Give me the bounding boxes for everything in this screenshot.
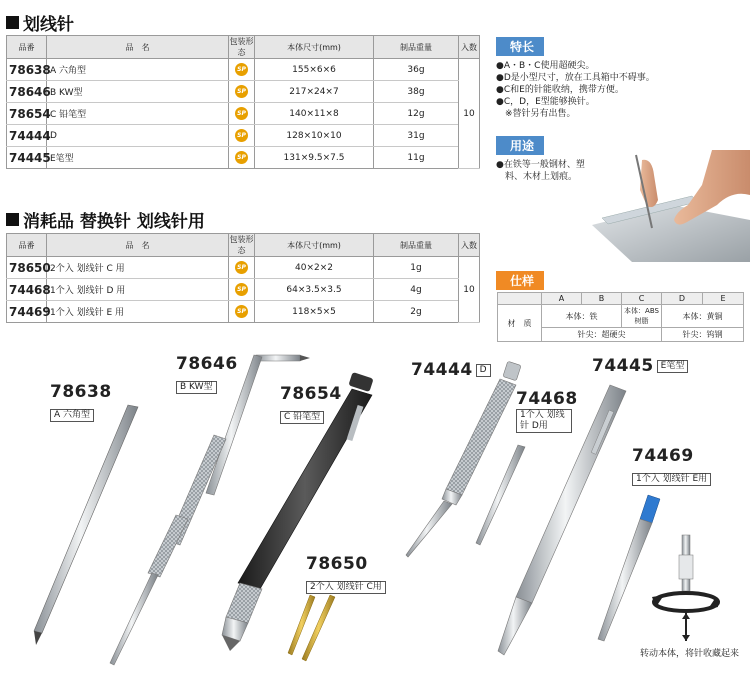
- sp-badge-icon: SP: [235, 63, 248, 76]
- list-item: ●C，D，E型能够换针。: [496, 97, 595, 107]
- product-name: 1个入 划线针 D 用: [47, 279, 229, 301]
- label-74444: 74444 D: [411, 360, 491, 380]
- table-row: [7, 125, 480, 147]
- section1-title: 划线针: [6, 10, 74, 35]
- product-weight: 38g: [374, 81, 459, 103]
- d-refill-needle-image: [476, 445, 525, 545]
- col-header: 制品重量: [374, 234, 459, 257]
- product-illustrations: [0, 345, 750, 690]
- product-size: 131×9.5×7.5: [255, 147, 374, 169]
- table-row: [7, 103, 480, 125]
- sp-badge-icon: SP: [235, 151, 248, 164]
- package-badge: [229, 147, 255, 169]
- features-list: [496, 60, 655, 120]
- label-74469: 74469 1个入 划线针 E用: [632, 446, 711, 486]
- e-refill-needle-image: [598, 495, 660, 641]
- rotate-diagram: [652, 535, 718, 641]
- material-body-de: 本体：黄铜: [662, 305, 744, 328]
- package-badge: [229, 257, 255, 279]
- d-scriber-image: [406, 361, 521, 557]
- material-row-label: 材 质: [498, 305, 542, 342]
- product-name: E笔型: [47, 147, 229, 169]
- list-item: ●在铁等一般钢材、塑: [496, 160, 585, 170]
- quantity: 10: [459, 59, 480, 169]
- label-78646: 78646 B KW型: [176, 354, 238, 392]
- package-badge: [229, 103, 255, 125]
- product-code: 74469: [7, 301, 47, 323]
- product-size: 155×6×6: [255, 59, 374, 81]
- product-weight: 12g: [374, 103, 459, 125]
- product-code: 78638: [7, 59, 47, 81]
- list-item: 料、木材上划痕。: [496, 172, 578, 182]
- product-weight: 11g: [374, 147, 459, 169]
- package-badge: [229, 125, 255, 147]
- label-74468: 74468 1个入 划线针 D用: [516, 389, 578, 431]
- product-code: 74444: [7, 125, 47, 147]
- material-col-d: D: [662, 293, 703, 305]
- material-body-ab: 本体：铁: [542, 305, 622, 328]
- usage-block: [496, 135, 585, 183]
- list-item: ●A・B・C使用超硬尖。: [496, 61, 595, 71]
- sp-badge-icon: SP: [235, 107, 248, 120]
- usage-tag: 用途: [496, 136, 544, 155]
- product-size: 128×10×10: [255, 125, 374, 147]
- product-weight: 4g: [374, 279, 459, 301]
- label-78650: 78650 2个入 划线针 C用: [306, 554, 386, 594]
- product-code: 74468: [7, 279, 47, 301]
- product-code: 78654: [7, 103, 47, 125]
- table-row: [7, 81, 480, 103]
- section2-title: 消耗品 替换针 划线针用: [6, 207, 205, 232]
- product-weight: 31g: [374, 125, 459, 147]
- sp-badge-icon: SP: [235, 261, 248, 274]
- rotate-caption: 转动本体，将针收藏起来: [640, 649, 740, 659]
- table-row: [7, 279, 480, 301]
- label-74445: 74445 E笔型: [592, 356, 688, 376]
- product-weight: 36g: [374, 59, 459, 81]
- package-badge: [229, 279, 255, 301]
- product-name: B KW型: [47, 81, 229, 103]
- product-code: 74445: [7, 147, 47, 169]
- list-item: ●C和E的针能收纳，携带方便。: [496, 85, 624, 95]
- material-tip-de: 针尖：钨钢: [662, 328, 744, 342]
- material-table: [497, 292, 744, 342]
- sp-badge-icon: SP: [235, 85, 248, 98]
- product-name: A 六角型: [47, 59, 229, 81]
- product-code: 78650: [7, 257, 47, 279]
- col-header: 包装形态: [229, 37, 254, 57]
- table-row: [7, 257, 480, 279]
- table-row: [7, 301, 480, 323]
- col-header: 本体尺寸(mm): [255, 36, 374, 59]
- material-col-b: B: [582, 293, 622, 305]
- col-header: 品番: [7, 36, 47, 59]
- square-bullet-icon: [6, 213, 19, 226]
- product-name: 2个入 划线针 C 用: [47, 257, 229, 279]
- col-header: 本体尺寸(mm): [255, 234, 374, 257]
- product-size: 64×3.5×3.5: [255, 279, 374, 301]
- package-badge: [229, 301, 255, 323]
- col-header: 入数: [459, 36, 480, 59]
- material-body-c: 本体：ABS树脂: [622, 305, 662, 328]
- material-col-c: C: [622, 293, 662, 305]
- label-78654: 78654 C 铅笔型: [280, 384, 342, 422]
- product-name: C 铅笔型: [47, 103, 229, 125]
- package-badge: [229, 81, 255, 103]
- product-size: 217×24×7: [255, 81, 374, 103]
- col-header: 品番: [7, 234, 47, 257]
- product-size: 118×5×5: [255, 301, 374, 323]
- label-78638: 78638 A 六角型: [50, 382, 112, 420]
- spec-block: [496, 270, 544, 290]
- product-name: 1个入 划线针 E 用: [47, 301, 229, 323]
- features-tag: 特长: [496, 37, 544, 56]
- product-weight: 1g: [374, 257, 459, 279]
- material-col-e: E: [703, 293, 744, 305]
- quantity: 10: [459, 257, 480, 323]
- hex-scriber-image: [34, 405, 138, 645]
- table-row: [7, 147, 480, 169]
- list-item: ※替针另有出售。: [496, 109, 576, 119]
- list-item: ●D是小型尺寸，放在工具箱中不碍事。: [496, 73, 655, 83]
- sp-badge-icon: SP: [235, 305, 248, 318]
- col-header: 入数: [459, 234, 480, 257]
- usage-photo: [592, 150, 750, 262]
- sp-badge-icon: SP: [235, 283, 248, 296]
- product-size: 40×2×2: [255, 257, 374, 279]
- spec-tag: 仕样: [496, 271, 544, 290]
- scriber-spec-table: [6, 35, 480, 169]
- square-bullet-icon: [6, 16, 19, 29]
- features-block: [496, 36, 655, 120]
- table-row: [7, 59, 480, 81]
- col-header: 品 名: [47, 36, 229, 59]
- product-name: D: [47, 125, 229, 147]
- sp-badge-icon: SP: [235, 129, 248, 142]
- material-tip-abc: 针尖：超硬尖: [542, 328, 662, 342]
- col-header: 品 名: [47, 234, 229, 257]
- c-refill-needles-image: [288, 595, 335, 661]
- replacement-needle-table: [6, 233, 480, 323]
- material-col-a: A: [542, 293, 582, 305]
- package-badge: [229, 59, 255, 81]
- col-header: 包装形态: [229, 235, 254, 255]
- product-code: 78646: [7, 81, 47, 103]
- usage-list: [496, 159, 585, 183]
- col-header: 制品重量: [374, 36, 459, 59]
- product-weight: 2g: [374, 301, 459, 323]
- product-size: 140×11×8: [255, 103, 374, 125]
